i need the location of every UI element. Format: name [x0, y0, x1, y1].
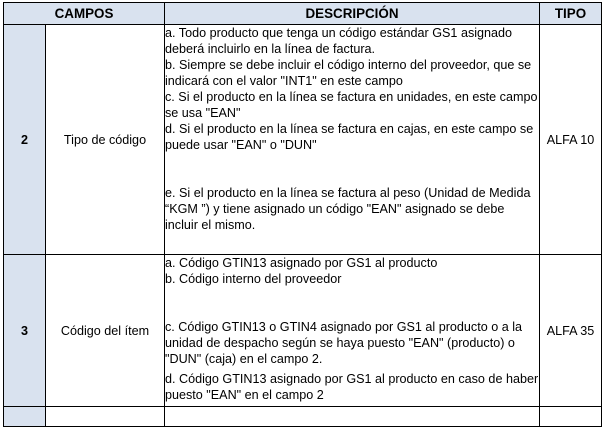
table-row-partial	[4, 407, 602, 427]
description-item: e. Si el producto en la línea se factura al peso (Unidad de Medida “KGM ”) y tiene asignado un código "EAN" asignado se debe incluir el mismo.	[165, 186, 531, 232]
field-number: 2	[4, 25, 46, 255]
table-row	[4, 255, 602, 407]
field-number: 3	[4, 255, 46, 407]
field-name: Código del ítem	[46, 255, 165, 407]
field-type: ALFA 10	[540, 25, 602, 255]
description-item: d. Si el producto en la línea se factura en cajas, en este campo se puede usar "EAN" o "DUN"	[165, 122, 534, 152]
description-item: d. Código GTIN13 asignado por GS1 al producto en caso de haber puesto "EAN" en el campo 2	[165, 372, 539, 402]
description-item: c. Código GTIN13 o GTIN4 asignado por GS1 al producto o a la unidad de despacho según se haya puesto "EAN" (producto) o "DUN" (caja) en el campo 2.	[165, 320, 523, 366]
header-row	[4, 3, 602, 25]
description-item: b. Siempre se debe incluir el código interno del proveedor, que se indicará con el valor "INT1" en este campo	[165, 58, 532, 88]
description-item: c. Si el producto en la línea se factura en unidades, en este campo se usa "EAN"	[165, 90, 538, 120]
field-description	[165, 25, 540, 255]
field-number-partial	[4, 407, 46, 427]
description-item: b. Código interno del proveedor	[165, 272, 342, 286]
field-name: Tipo de código	[46, 25, 165, 255]
description-item: a. Código GTIN13 asignado por GS1 al producto	[165, 256, 438, 270]
field-description-partial	[165, 407, 540, 427]
header-campos: CAMPOS	[4, 3, 165, 25]
header-descripcion: DESCRIPCIÓN	[165, 3, 540, 25]
field-name-partial	[46, 407, 165, 427]
field-type-partial	[540, 407, 602, 427]
fields-table	[3, 2, 602, 427]
field-type: ALFA 35	[540, 255, 602, 407]
field-description	[165, 255, 540, 407]
table-row	[4, 25, 602, 255]
description-item: a. Todo producto que tenga un código estándar GS1 asignado deberá incluirlo en la línea de factura.	[165, 26, 513, 56]
header-tipo: TIPO	[540, 3, 602, 25]
